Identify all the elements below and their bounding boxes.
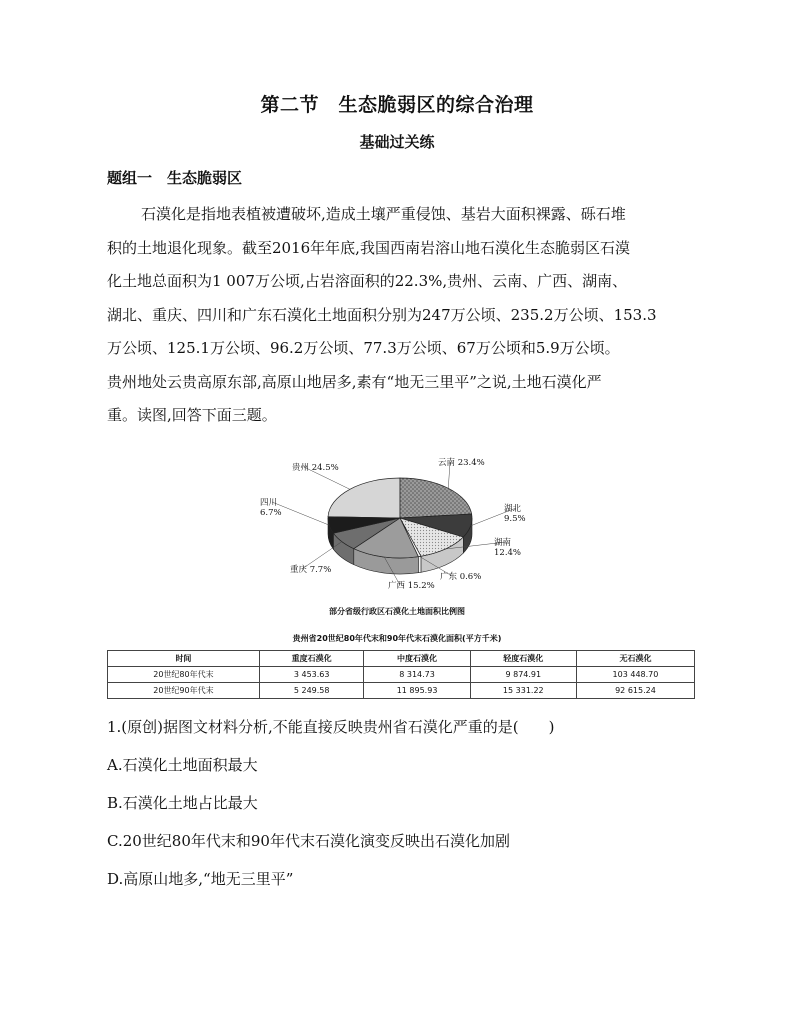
passage-line: 石漠化是指地表植被遭破坏,造成土壤严重侵蚀、基岩大面积裸露、砾石堆 <box>141 205 626 223</box>
pie-label-重庆: 重庆 7.7% <box>290 565 332 575</box>
table-cell: 3 453.63 <box>259 667 364 683</box>
table-cell: 8 314.73 <box>364 667 470 683</box>
passage-line: 湖北、重庆、四川和广东石漠化土地面积分别为247万公顷、235.2万公顷、153.3 <box>107 305 657 324</box>
table-header-row <box>108 651 695 667</box>
pie-label-湖北: 湖北 9.5% <box>504 504 526 524</box>
option-d[interactable]: D.高原山地多,“地无三里平” <box>107 870 294 888</box>
table-header-cell: 时间 <box>108 651 260 667</box>
pie-label-广东: 广东 0.6% <box>440 572 482 582</box>
passage-line: 贵州地处云贵高原东部,高原山地居多,素有“地无三里平”之说,土地石漠化严 <box>107 372 602 391</box>
passage-line: 化土地总面积为1 007万公顷,占岩溶面积的22.3%,贵州、云南、广西、湖南、 <box>107 272 628 290</box>
reading-passage <box>107 198 707 433</box>
table-header-cell: 中度石漠化 <box>364 651 470 667</box>
chart-caption: 部分省级行政区石漠化土地面积比例图 <box>329 607 465 616</box>
table-cell: 11 895.93 <box>364 683 470 699</box>
table-cell: 5 249.58 <box>259 683 364 699</box>
passage-line: 万公顷、125.1万公顷、96.2万公顷、77.3万公顷、67万公顷和5.9万公顷。 <box>107 339 620 357</box>
table-header-cell: 无石漠化 <box>576 651 694 667</box>
pie-label-广西: 广西 15.2% <box>388 581 435 591</box>
passage-line: 积的土地退化现象。截至2016年年底,我国西南岩溶山地石漠化生态脆弱区石漠 <box>107 238 630 257</box>
table-cell: 92 615.24 <box>576 683 694 699</box>
table-cell: 15 331.22 <box>470 683 576 699</box>
table-row <box>108 667 695 683</box>
pie-label-贵州: 贵州 24.5% <box>292 463 339 473</box>
pie-label-湖南: 湖南 12.4% <box>494 538 522 558</box>
passage-line: 重。读图,回答下面三题。 <box>107 406 277 424</box>
table-caption: 贵州省20世纪80年代末和90年代末石漠化面积(平方千米) <box>292 634 502 643</box>
table-cell: 9 874.91 <box>470 667 576 683</box>
pie-slice-云南 <box>400 478 472 518</box>
question-stem: 1.(原创)据图文材料分析,不能直接反映贵州省石漠化严重的是( ) <box>107 718 555 736</box>
option-b[interactable]: B.石漠化土地占比最大 <box>107 794 258 812</box>
table-cell: 20世纪90年代末 <box>108 683 260 699</box>
pie-label-四川: 四川 6.7% <box>260 498 282 518</box>
section-subtitle: 基础过关练 <box>359 133 435 151</box>
table-row <box>108 683 695 699</box>
table-cell: 103 448.70 <box>576 667 694 683</box>
option-a[interactable]: A.石漠化土地面积最大 <box>107 756 258 774</box>
table-header-cell: 轻度石漠化 <box>470 651 576 667</box>
pie-slice-side-广东 <box>418 556 421 572</box>
desertification-table <box>107 650 695 699</box>
option-c[interactable]: C.20世纪80年代末和90年代末石漠化演变反映出石漠化加剧 <box>107 832 510 850</box>
question-group-heading: 题组一 生态脆弱区 <box>107 169 243 187</box>
table-header-cell: 重度石漠化 <box>259 651 364 667</box>
pie-label-云南: 云南 23.4% <box>438 458 485 468</box>
section-title: 第二节 生态脆弱区的综合治理 <box>260 94 534 116</box>
table-cell: 20世纪80年代末 <box>108 667 260 683</box>
pie-chart <box>260 448 550 618</box>
